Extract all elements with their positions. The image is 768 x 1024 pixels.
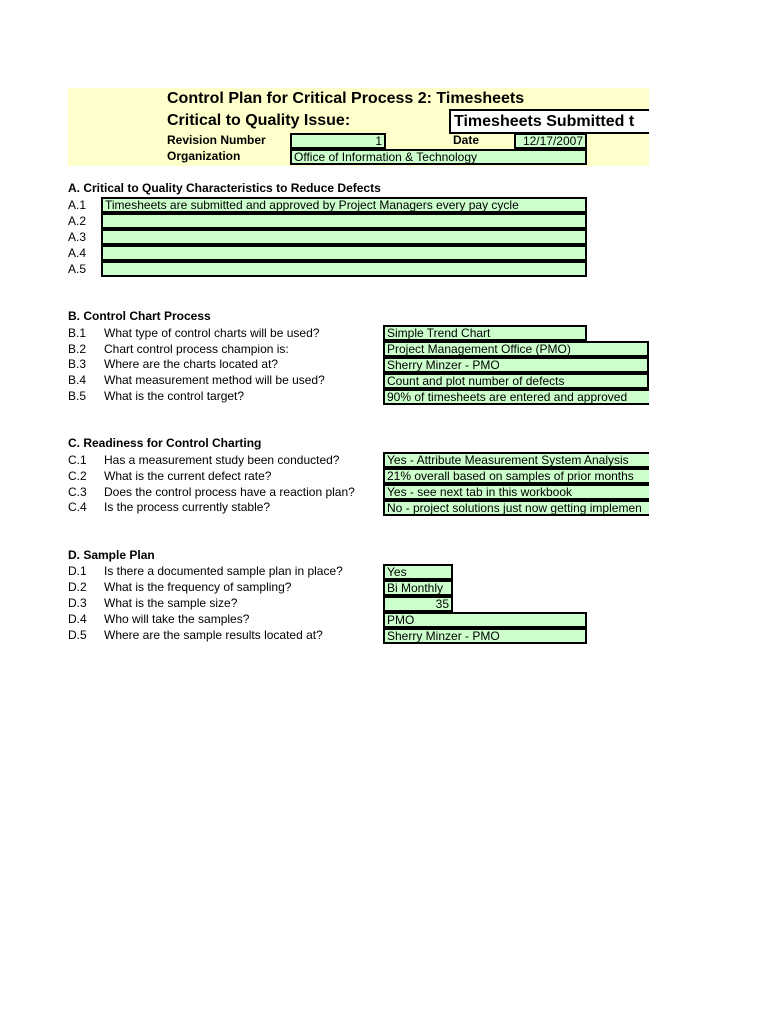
- question-label: What is the current defect rate?: [104, 469, 272, 483]
- row-id: B.3: [68, 357, 87, 371]
- row-id: D.5: [68, 628, 87, 642]
- row-id: B.5: [68, 389, 87, 403]
- date-label: Date: [453, 133, 480, 147]
- answer-cell[interactable]: Sherry Minzer - PMO: [383, 628, 587, 644]
- ctq-value-cell[interactable]: Timesheets Submitted t: [449, 109, 649, 134]
- answer-cell[interactable]: PMO: [383, 612, 587, 628]
- row-id: A.4: [68, 246, 87, 260]
- question-label: What measurement method will be used?: [104, 373, 325, 387]
- answer-cell[interactable]: 21% overall based on samples of prior months: [383, 468, 649, 484]
- organization-label: Organization: [167, 149, 241, 163]
- ctq-characteristic-cell[interactable]: Timesheets are submitted and approved by Project Managers every pay cycle: [101, 197, 587, 213]
- row-id: A.1: [68, 198, 87, 212]
- question-label: Does the control process have a reaction plan?: [104, 485, 355, 499]
- section-a-title: A. Critical to Quality Characteristics to Reduce Defects: [68, 181, 381, 195]
- row-id: C.4: [68, 500, 87, 514]
- question-label: What type of control charts will be used?: [104, 326, 320, 340]
- answer-cell[interactable]: Simple Trend Chart: [383, 325, 587, 341]
- row-id: D.2: [68, 580, 87, 594]
- row-id: D.1: [68, 564, 87, 578]
- question-label: Who will take the samples?: [104, 612, 250, 626]
- question-label: Chart control process champion is:: [104, 342, 289, 356]
- answer-cell[interactable]: Sherry Minzer - PMO: [383, 357, 649, 373]
- ctq-label: Critical to Quality Issue:: [167, 112, 351, 129]
- row-id: C.3: [68, 485, 87, 499]
- question-label: Is there a documented sample plan in place?: [104, 564, 343, 578]
- ctq-characteristic-cell[interactable]: [101, 245, 587, 261]
- section-b-title: B. Control Chart Process: [68, 309, 211, 323]
- question-label: Where are the sample results located at?: [104, 628, 323, 642]
- question-label: Is the process currently stable?: [104, 500, 271, 514]
- answer-cell[interactable]: Bi Monthly: [383, 580, 453, 596]
- row-id: A.5: [68, 262, 87, 276]
- ctq-characteristic-cell[interactable]: [101, 261, 587, 277]
- question-label: What is the frequency of sampling?: [104, 580, 292, 594]
- row-id: B.4: [68, 373, 87, 387]
- row-id: B.1: [68, 326, 87, 340]
- date-value-cell[interactable]: 12/17/2007: [514, 133, 587, 149]
- row-id: D.4: [68, 612, 87, 626]
- answer-cell[interactable]: Project Management Office (PMO): [383, 341, 649, 357]
- row-id: C.2: [68, 469, 87, 483]
- section-c-title: C. Readiness for Control Charting: [68, 436, 262, 450]
- row-id: A.3: [68, 230, 87, 244]
- answer-cell[interactable]: Yes: [383, 564, 453, 580]
- answer-cell[interactable]: No - project solutions just now getting implemen: [383, 500, 649, 516]
- answer-cell[interactable]: 90% of timesheets are entered and approved: [383, 389, 649, 405]
- question-label: Where are the charts located at?: [104, 357, 279, 371]
- section-d-title: D. Sample Plan: [68, 548, 155, 562]
- revision-label: Revision Number: [167, 133, 266, 147]
- answer-cell[interactable]: 35: [383, 596, 453, 612]
- row-id: D.3: [68, 596, 87, 610]
- answer-cell[interactable]: Yes - see next tab in this workbook: [383, 484, 649, 500]
- row-id: C.1: [68, 453, 87, 467]
- revision-value-cell[interactable]: 1: [290, 133, 386, 149]
- answer-cell[interactable]: Count and plot number of defects: [383, 373, 649, 389]
- question-label: What is the control target?: [104, 389, 245, 403]
- ctq-characteristic-cell[interactable]: [101, 229, 587, 245]
- organization-value-cell[interactable]: Office of Information & Technology: [290, 149, 587, 165]
- row-id: A.2: [68, 214, 87, 228]
- page-title: Control Plan for Critical Process 2: Timesheets: [167, 90, 525, 107]
- question-label: Has a measurement study been conducted?: [104, 453, 340, 467]
- ctq-characteristic-cell[interactable]: [101, 213, 587, 229]
- question-label: What is the sample size?: [104, 596, 238, 610]
- row-id: B.2: [68, 342, 87, 356]
- answer-cell[interactable]: Yes - Attribute Measurement System Analysis: [383, 452, 649, 468]
